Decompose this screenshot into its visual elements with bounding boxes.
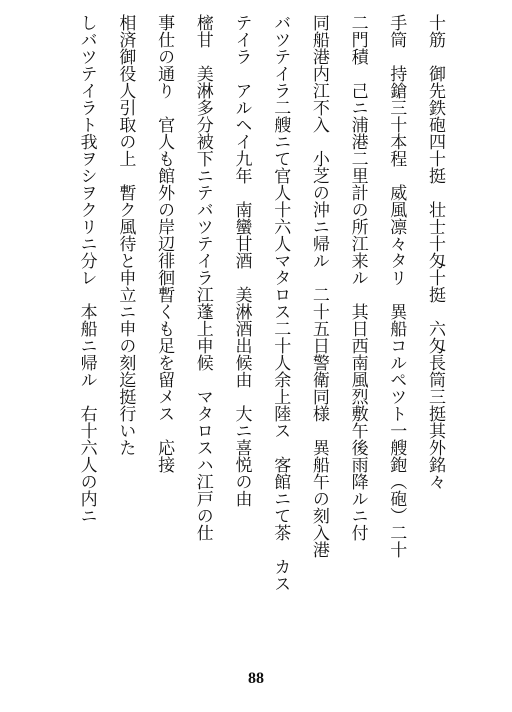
text-line-7: 樒甘 美淋多分被下ニテバツテイラ江蓬上申候 マタロスハ江戸の仕 [192, 14, 213, 541]
vertical-text-block [67, 14, 454, 614]
page-number: 88 [248, 670, 264, 687]
text-line-2: 手筒 持鎗三十本程 威風凛々タリ 異船コルペツト一艘鉋（砲）二十 [386, 14, 407, 558]
text-line-9: 相済御役人引取の上 暫ク風待と申立ニ申の刻迄挺行いた [115, 14, 136, 456]
text-line-4: 同船港内江不入 小芝の沖ニ帰ル 二十五日警衛同様 異船午の刻入港 [308, 14, 329, 558]
text-line-10: しバツテイラト我ヲシヲクリニ分レ 本船ニ帰ル 右十六人の内ニ [76, 14, 97, 524]
text-line-6: テイラ アルヘイ九年 南蠻甘酒 美淋酒出候由 大ニ喜悦の由 [231, 14, 252, 507]
text-line-3: 二門積 己ニ浦港二里計の所江来ル 其日西南風烈敷午後雨降ルニ付 [347, 14, 368, 541]
text-line-1: 十筋 御先鉄砲四十挺 壮士十匁十挺 六匁長筒三挺其外銘々 [425, 14, 445, 490]
text-line-5: バツテイラ二艘ニて官人十六人マタロス二十人余上陸ス 客館ニて茶 カス [270, 14, 291, 592]
text-line-8: 事仕の通り 官人も館外の岸辺徘徊暫くも足を留メス 応接 [154, 14, 175, 473]
